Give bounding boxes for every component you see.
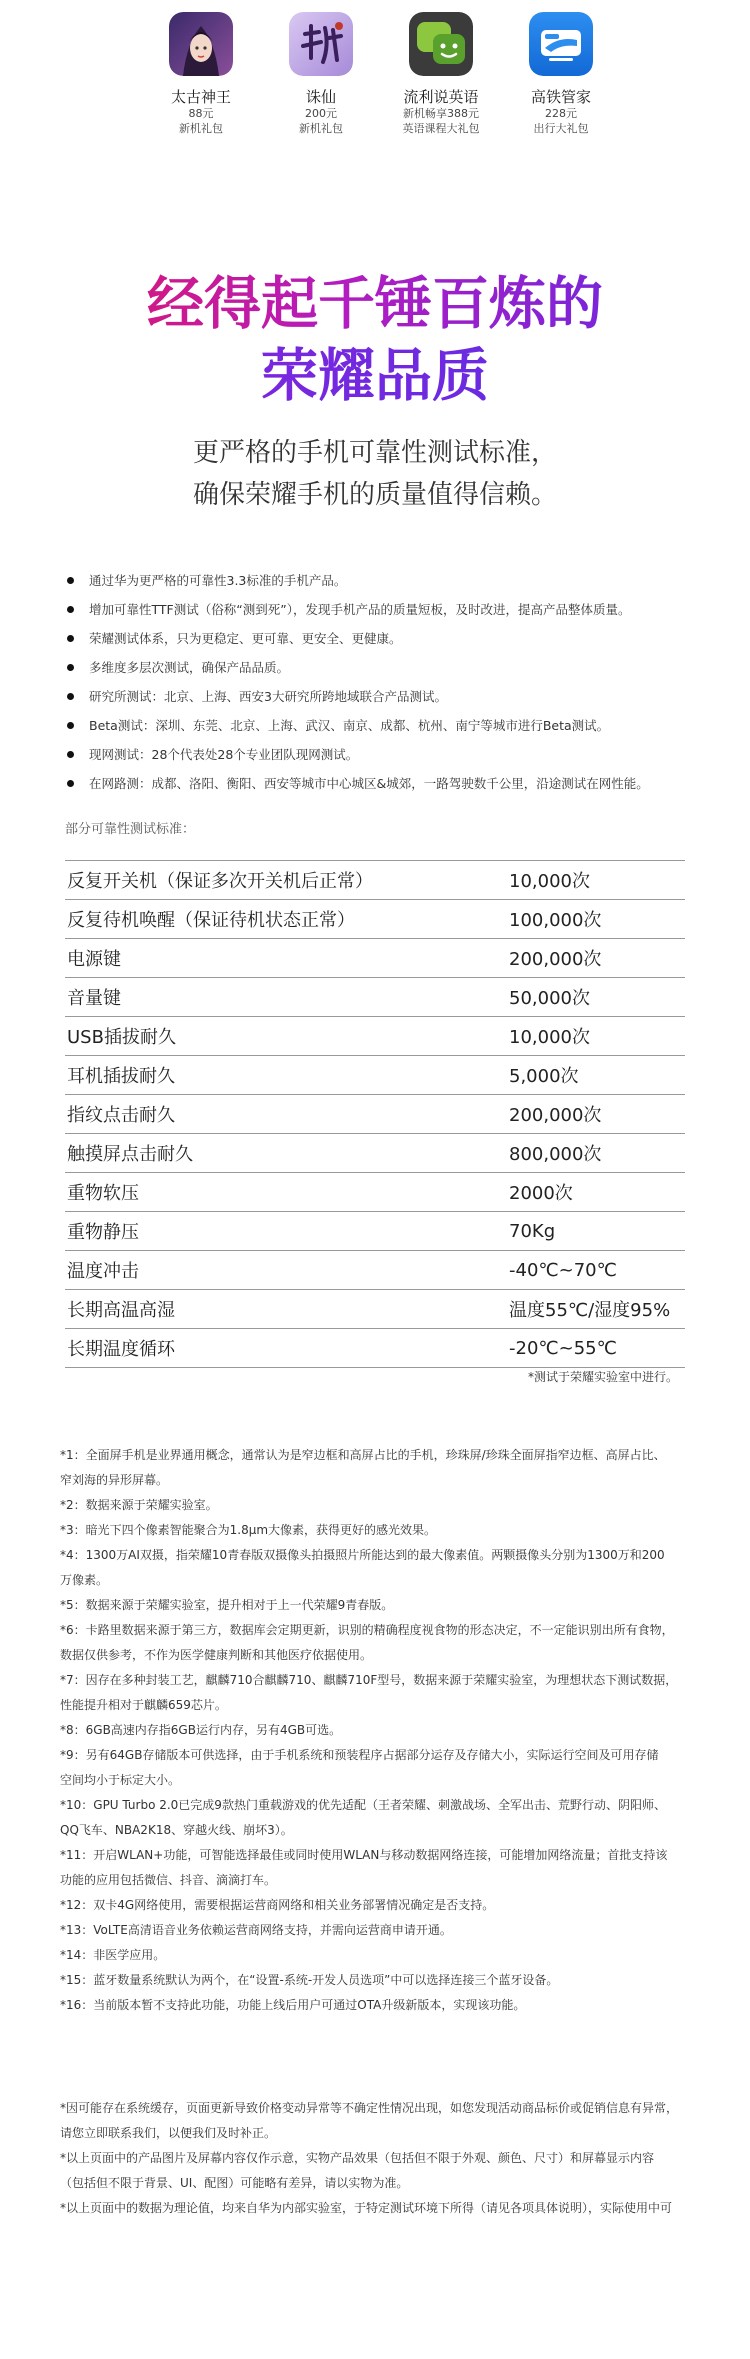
- footnote-line: *1：全面屏手机是业界通用概念，通常认为是窄边框和高屏占比的手机，珍珠屏/珍珠全面屏指窄边框、高屏占比、: [60, 1448, 666, 1462]
- app-gift-label: 新机礼包: [179, 122, 223, 135]
- standard-value: 200,000次: [507, 939, 685, 978]
- zhuxian-calligraphy-icon[interactable]: [289, 12, 353, 76]
- footnote-line: QQ飞车、NBA2K18、穿越火线、崩坏3）。: [60, 1823, 293, 1837]
- footnote-line: *9：另有64GB存储版本可供选择，由于手机系统和预装程序占据部分运存及存储大小，实际运行空间及可用存储: [60, 1748, 659, 1762]
- app-price: 88元: [188, 107, 214, 120]
- app-gift-label: 新机礼包: [299, 122, 343, 135]
- train-ticket-icon[interactable]: [529, 12, 593, 76]
- standard-value: 800,000次: [507, 1134, 685, 1173]
- bullet-text: 现网测试：28个代表处28个专业团队现网测试。: [89, 747, 359, 762]
- app-card-zhuxian[interactable]: [266, 12, 376, 142]
- bullet-text: 通过华为更严格的可靠性3.3标准的手机产品。: [89, 573, 347, 588]
- bullet-text: 荣耀测试体系，只为更稳定、更可靠、更安全、更健康。: [89, 631, 402, 646]
- bullet-item: [65, 595, 705, 624]
- subtitle: [0, 432, 750, 516]
- bullet-dot-icon: [67, 722, 74, 729]
- standard-value: 5,000次: [507, 1056, 685, 1095]
- app-card-liulishuo[interactable]: [386, 12, 496, 142]
- table-row: [65, 1056, 685, 1095]
- bullet-dot-icon: [67, 780, 74, 787]
- standard-item: 音量键: [65, 978, 507, 1017]
- bullet-dot-icon: [67, 606, 74, 613]
- hero-title: [0, 268, 750, 412]
- bullet-item: [65, 566, 705, 595]
- reliability-standards-table: [65, 860, 685, 1368]
- bullet-text: 多维度多层次测试，确保产品品质。: [89, 660, 290, 675]
- standard-item: 耳机插拔耐久: [65, 1056, 507, 1095]
- disclaimer-line: *因可能存在系统缓存，页面更新导致价格变动异常等不确定性情况出现，如您发现活动商品标价或促销信息有异常，: [60, 2101, 679, 2115]
- standard-item: 长期温度循环: [65, 1329, 507, 1368]
- bullet-item: [65, 769, 705, 798]
- standard-item: 重物软压: [65, 1173, 507, 1212]
- footnote-line: *2：数据来源于荣耀实验室。: [60, 1498, 218, 1512]
- app-price: 新机畅享388元: [403, 107, 479, 120]
- standard-value: 温度55℃/湿度95%: [507, 1290, 685, 1329]
- testing-bullet-list: [65, 566, 705, 798]
- standard-item: USB插拔耐久: [65, 1017, 507, 1056]
- table-row: [65, 1329, 685, 1368]
- table-row: [65, 1290, 685, 1329]
- app-price: 228元: [545, 107, 577, 120]
- standard-value: 10,000次: [507, 861, 685, 900]
- table-row: [65, 900, 685, 939]
- table-row: [65, 1251, 685, 1290]
- footnote-line: *10：GPU Turbo 2.0已完成9款热门重载游戏的优先适配（王者荣耀、刺激战场、全军出击、荒野行动、阴阳师、: [60, 1798, 666, 1812]
- app-name: 太古神王: [170, 88, 231, 106]
- standard-item: 指纹点击耐久: [65, 1095, 507, 1134]
- app-card-taigu[interactable]: [146, 12, 256, 142]
- app-card-gaotie[interactable]: [506, 12, 616, 142]
- standard-item: 重物静压: [65, 1212, 507, 1251]
- bullet-dot-icon: [67, 751, 74, 758]
- table-row: [65, 978, 685, 1017]
- footnote-line: 性能提升相对于麒麟659芯片。: [60, 1698, 227, 1712]
- standard-item: 电源键: [65, 939, 507, 978]
- standard-value: 10,000次: [507, 1017, 685, 1056]
- hero-title-line2: 荣耀品质: [0, 340, 750, 412]
- app-name: 高铁管家: [530, 88, 591, 106]
- bullet-text: 在网路测：成都、洛阳、衡阳、西安等城市中心城区&城郊，一路驾驶数千公里，沿途测试在网性能。: [89, 776, 649, 791]
- bullet-dot-icon: [67, 664, 74, 671]
- footnotes: [60, 1443, 700, 2018]
- app-price: 200元: [305, 107, 337, 120]
- standard-value: 70Kg: [507, 1212, 685, 1251]
- bullet-text: Beta测试：深圳、东莞、北京、上海、武汉、南京、成都、杭州、南宁等城市进行Beta测试。: [89, 718, 610, 733]
- app-gift-strip: [146, 12, 616, 142]
- footnote-line: *8：6GB高速内存指6GB运行内存，另有4GB可选。: [60, 1723, 342, 1737]
- disclaimer-line: *以上页面中的数据为理论值，均来自华为内部实验室，于特定测试环境下所得（请见各项具体说明），实际使用中可: [60, 2201, 673, 2215]
- bullet-item: [65, 653, 705, 682]
- table-row: [65, 1017, 685, 1056]
- table-row: [65, 1134, 685, 1173]
- bullet-item: [65, 624, 705, 653]
- bullet-item: [65, 711, 705, 740]
- footnote-line: 空间均小于标定大小。: [60, 1773, 181, 1787]
- bullet-text: 增加可靠性TTF测试（俗称“测到死”），发现手机产品的质量短板，及时改进，提高产品整体质量。: [89, 602, 631, 617]
- disclaimer-line: 请您立即联系我们，以便我们及时补正。: [60, 2126, 277, 2140]
- standard-item: 反复开关机（保证多次开关机后正常）: [65, 861, 507, 900]
- subtitle-line2: 确保荣耀手机的质量值得信赖。: [192, 480, 557, 510]
- standard-value: -40℃~70℃: [507, 1251, 685, 1290]
- app-name: 流利说英语: [403, 88, 479, 106]
- footnote-line: *15：蓝牙数量系统默认为两个，在“设置-系统-开发人员选项”中可以选择连接三个蓝牙设备。: [60, 1973, 559, 1987]
- disclaimer-line: （包括但不限于背景、UI、配图）可能略有差异，请以实物为准。: [60, 2176, 409, 2190]
- bullet-text: 研究所测试：北京、上海、西安3大研究所跨地域联合产品测试。: [89, 689, 447, 704]
- app-name: 诛仙: [305, 88, 336, 106]
- footnote-line: *3：暗光下四个像素智能聚合为1.8μm大像素，获得更好的感光效果。: [60, 1523, 437, 1537]
- footnote-line: *12：双卡4G网络使用，需要根据运营商网络和相关业务部署情况确定是否支持。: [60, 1898, 495, 1912]
- footnote-line: *7：因存在多种封装工艺，麒麟710合麒麟710、麒麟710F型号，数据来源于荣耀实验室，为理想状态下测试数据，: [60, 1673, 678, 1687]
- bullet-item: [65, 682, 705, 711]
- footnote-line: *4：1300万AI双摄，指荣耀10青春版双摄像头拍摄照片所能达到的最大像素值。两颗摄像头分别为1300万和200: [60, 1548, 665, 1562]
- bullet-dot-icon: [67, 577, 74, 584]
- standard-value: -20℃~55℃: [507, 1329, 685, 1368]
- standard-item: 长期高温高湿: [65, 1290, 507, 1329]
- standard-value: 2000次: [507, 1173, 685, 1212]
- footnote-line: *14：非医学应用。: [60, 1948, 166, 1962]
- footnote-line: 功能的应用包括微信、抖音、滴滴打车。: [60, 1873, 277, 1887]
- footnote-line: *13：VoLTE高清语音业务依赖运营商网络支持，并需向运营商申请开通。: [60, 1923, 452, 1937]
- bullet-dot-icon: [67, 693, 74, 700]
- hero-title-line1: 经得起千锤百炼的: [0, 268, 750, 340]
- footnote-line: *16：当前版本暂不支持此功能，功能上线后用户可通过OTA升级新版本，实现该功能。: [60, 1998, 526, 2012]
- standard-item: 温度冲击: [65, 1251, 507, 1290]
- table-row: [65, 1173, 685, 1212]
- footnote-line: *11：开启WLAN+功能，可智能选择最佳或同时使用WLAN与移动数据网络连接，可能增加网络流量；首批支持该: [60, 1848, 668, 1862]
- bullet-item: [65, 740, 705, 769]
- subtitle-line1: 更严格的手机可靠性测试标准，: [192, 438, 557, 468]
- app-gift-label: 出行大礼包: [533, 122, 589, 135]
- lab-test-note: *测试于荣耀实验室中进行。: [527, 1370, 678, 1384]
- bullet-dot-icon: [67, 635, 74, 642]
- table-row: [65, 1095, 685, 1134]
- liulishuo-chat-icon[interactable]: [409, 12, 473, 76]
- standard-value: 50,000次: [507, 978, 685, 1017]
- footnote-line: 窄刘海的异形屏幕。: [60, 1473, 169, 1487]
- disclaimer-line: *以上页面中的产品图片及屏幕内容仅作示意，实物产品效果（包括但不限于外观、颜色、尺寸）和屏幕显示内容: [60, 2151, 655, 2165]
- footnote-line: 万像素。: [60, 1573, 109, 1587]
- game-character-icon[interactable]: [169, 12, 233, 76]
- standard-value: 200,000次: [507, 1095, 685, 1134]
- footnote-line: 数据仅供参考，不作为医学健康判断和其他医疗依据使用。: [60, 1648, 373, 1662]
- standards-title: 部分可靠性测试标准：: [65, 822, 196, 837]
- footnote-line: *6：卡路里数据来源于第三方，数据库会定期更新，识别的精确程度视食物的形态决定，不一定能识别出所有食物，: [60, 1623, 674, 1637]
- standard-value: 100,000次: [507, 900, 685, 939]
- footnote-line: *5：数据来源于荣耀实验室，提升相对于上一代荣耀9青春版。: [60, 1598, 394, 1612]
- table-row: [65, 1212, 685, 1251]
- app-gift-label: 英语课程大礼包: [402, 122, 480, 135]
- standard-item: 反复待机唤醒（保证待机状态正常）: [65, 900, 507, 939]
- table-row: [65, 861, 685, 900]
- standard-item: 触摸屏点击耐久: [65, 1134, 507, 1173]
- table-row: [65, 939, 685, 978]
- disclaimers: [60, 2096, 710, 2221]
